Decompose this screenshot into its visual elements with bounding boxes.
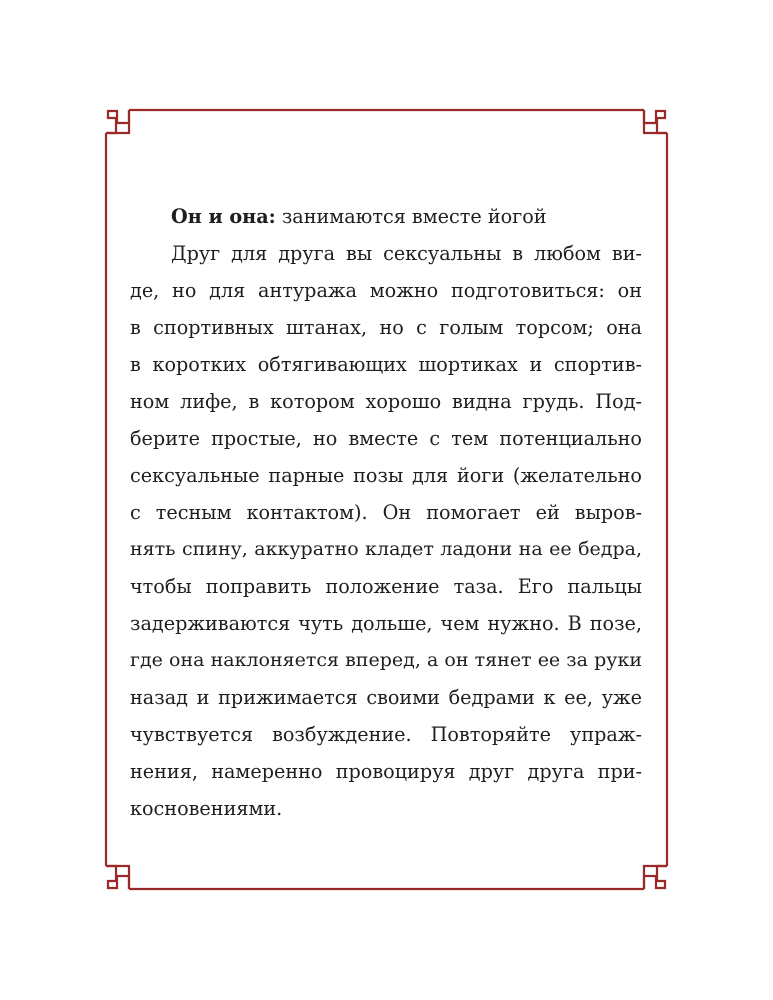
section-heading — [130, 198, 642, 235]
paragraph-line: нения, намеренно провоцируя друг друга при- — [130, 760, 642, 783]
paragraph-line: в коротких обтягивающих шортиках и спортив- — [130, 353, 642, 376]
paragraph-line: Друг для друга вы сексуальны в любом ви- — [171, 242, 642, 265]
paragraph-line: берите простые, но вместе с тем потенциально — [130, 427, 642, 450]
paragraph-line: сексуальные парные позы для йоги (желательно — [130, 464, 642, 487]
heading-regular-part: занимаются вместе йогой — [275, 205, 547, 228]
paragraph-line: задерживаются чуть дольше, чем нужно. В позе, — [130, 612, 642, 635]
paragraph-line: чувствуется возбуждение. Повторяйте упраж- — [130, 723, 642, 746]
paragraph — [130, 235, 642, 827]
paragraph-line: назад и прижимается своими бедрами к ее, уже — [130, 686, 642, 709]
paragraph-line: де, но для антуража можно подготовиться: он — [130, 279, 642, 302]
text-block — [130, 198, 642, 827]
paragraph-line: в спортивных штанах, но с голым торсом; она — [130, 316, 642, 339]
paragraph-line: нять спину, аккуратно кладет ладони на ее бедра, — [130, 538, 642, 560]
corner-ornament-top-right — [644, 110, 667, 133]
paragraph-line: где она наклоняется вперед, а он тянет ее за руки — [130, 649, 642, 671]
paragraph-line: с тесным контактом). Он помогает ей выров- — [130, 501, 642, 524]
heading-bold-part: Он и она: — [171, 205, 276, 228]
corner-ornament-bottom-right — [644, 866, 667, 889]
corner-ornament-top-left — [106, 110, 129, 133]
corner-ornament-bottom-left — [106, 866, 129, 889]
paragraph-line: чтобы поправить положение таза. Его пальцы — [130, 575, 642, 598]
paragraph-line: ном лифе, в котором хорошо видна грудь. Под- — [130, 390, 642, 413]
paragraph-line: косновениями. — [130, 797, 283, 820]
